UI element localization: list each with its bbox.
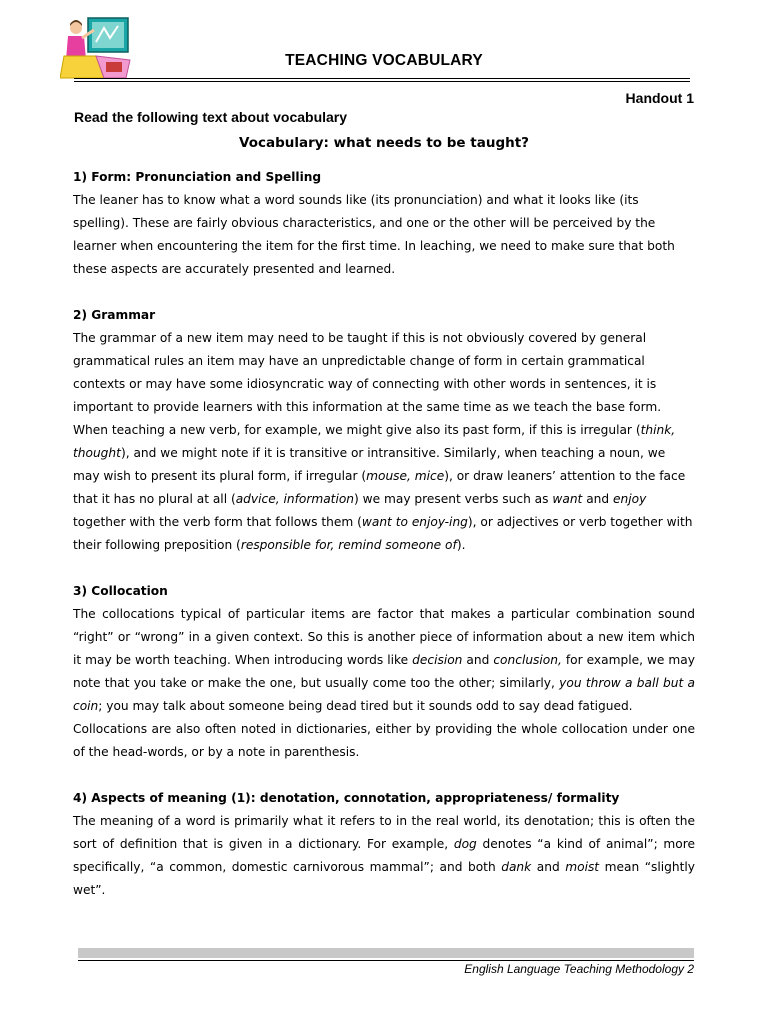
italic-run: mouse, mice: [366, 469, 445, 483]
text-run: denotes “a kind of animal”; more specifically, “a common, domestic carnivorous mammal”; and both: [73, 837, 695, 874]
text-run: and: [531, 860, 566, 874]
header-rule: [74, 78, 690, 79]
italic-run: decision: [412, 653, 463, 667]
text-run: and: [582, 492, 614, 506]
paragraph: Collocations are also often noted in dictionaries, either by providing the whole collocation under one of the head-words, or by a note in parenthesis.: [73, 722, 695, 759]
section-heading: 4) Aspects of meaning (1): denotation, connotation, appropriateness/ formality: [73, 791, 620, 805]
italic-run: think, thought: [73, 423, 676, 460]
italic-run: moist: [565, 860, 600, 874]
text-run: The grammar of a new item may need to be taught if this is not obviously covered by general grammatical rules an item may have an unpredictable change of form in certain grammatical contexts or may have some idiosyncratic way of connecting with other words in sentences, it is important to provide learners with this information at the same time as we teach the base form. When teaching a new verb, for example, we might give also its past form, if this is irregular (: [73, 331, 662, 437]
italic-run: you throw a ball but a coin: [73, 676, 695, 713]
italic-run: advice, information: [235, 492, 355, 506]
section-grammar: [73, 304, 695, 557]
text-run: ).: [456, 538, 466, 552]
text-run: mean “slightly wet”.: [73, 860, 695, 897]
text-run: The meaning of a word is primarily what it refers to in the real world, its denotation; this is often the sort of definition that is given in a dictionary. For example,: [73, 814, 695, 851]
italic-run: responsible for, remind someone of: [240, 538, 457, 552]
text-run: ) we may present verbs such as: [354, 492, 553, 506]
intro-line: Read the following text about vocabulary: [74, 109, 348, 125]
section-heading: 2) Grammar: [73, 308, 156, 322]
paragraph: [73, 603, 695, 718]
text-run: for example, we may note that you take or make the one, but usually come too the other; similarly,: [73, 653, 695, 690]
section-form: [73, 166, 695, 281]
text-run: ), or draw leaners’ attention to the face that it has no plural at all (: [73, 469, 686, 506]
document-body: [73, 166, 695, 902]
handout-label: Handout 1: [625, 90, 694, 106]
section-meaning: [73, 787, 695, 902]
italic-run: conclusion,: [493, 653, 562, 667]
paragraph: The leaner has to know what a word sounds like (its pronunciation) and what it looks like (its spelling). These are fairly obvious characteristics, and one or the other will be perceived by the learner when encountering the item for the first time. In leaching, we need to make sure that both these aspects are accurately presented and learned.: [73, 193, 675, 276]
section-subtitle: Vocabulary: what needs to be taught?: [238, 135, 529, 151]
text-run: ; you may talk about someone being dead tired but it sounds odd to say dead fatigued.: [98, 699, 633, 713]
section-collocation: [73, 580, 695, 764]
text-run: together with the verb form that follows them (: [73, 515, 362, 529]
paragraph: [73, 810, 695, 902]
header-rule-dashed: [74, 81, 690, 82]
italic-run: want: [552, 492, 583, 506]
text-run: The collocations typical of particular items are factor that makes a particular combination sound “right” or “wrong” in a given context. So this is another piece of information about a new item which it may be worth teaching. When introducing words like: [73, 607, 695, 667]
footer-rule: [78, 960, 694, 961]
italic-run: want to enjoy-ing: [361, 515, 468, 529]
italic-run: enjoy: [613, 492, 647, 506]
footer-bar: [78, 948, 694, 958]
footer-text: English Language Teaching Methodology 2: [464, 962, 694, 976]
document-title: TEACHING VOCABULARY: [285, 52, 483, 69]
text-run: and: [462, 653, 494, 667]
paragraph: [73, 327, 695, 557]
section-heading: 1) Form: Pronunciation and Spelling: [73, 170, 322, 184]
teacher-at-board-icon: [60, 16, 134, 82]
text-run: ), or adjectives or verb together with their following preposition (: [73, 515, 693, 552]
text-run: ), and we might note if it is transitive or intransitive. Similarly, when teaching a noun, we may wish to present its plural form, if irregular (: [73, 446, 666, 483]
italic-run: dank: [501, 860, 532, 874]
italic-run: dog: [453, 837, 477, 851]
section-heading: 3) Collocation: [73, 584, 168, 598]
